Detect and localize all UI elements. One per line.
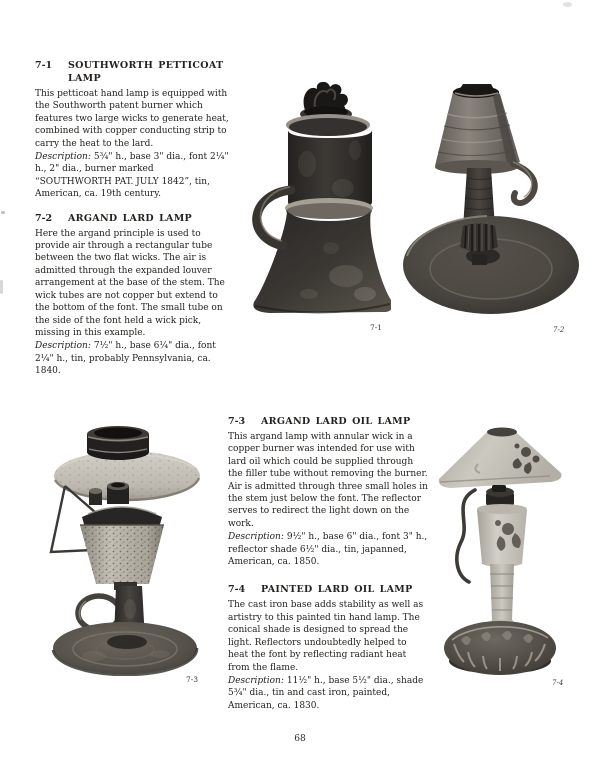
- description-label: Description:: [228, 675, 284, 686]
- section-heading: [228, 583, 429, 596]
- section-heading: [228, 415, 429, 428]
- figure-caption: 7-4: [552, 679, 564, 687]
- section-title: ARGAND LARD LAMP: [68, 212, 192, 224]
- section-description: [35, 340, 229, 377]
- southworth-petticoat-lamp-photo: [243, 80, 391, 320]
- argand-lamp-illustration: [397, 84, 595, 320]
- figure-caption: 7-1: [370, 323, 383, 332]
- scan-artifact: [1, 211, 5, 214]
- section-description: [35, 151, 229, 201]
- left-text-column: [35, 59, 229, 378]
- section-7-1: [35, 59, 229, 201]
- petticoat-lamp-illustration: [243, 80, 391, 320]
- description-label: Description:: [35, 341, 91, 352]
- scan-artifact: [563, 2, 572, 7]
- section-body: This petticoat hand lamp is equipped with the Southworth patent burner which features two large wicks to generate heat, combined with copper conducting strip to carry the heat to the lard.: [35, 89, 229, 149]
- section-title: PAINTED LARD OIL LAMP: [261, 584, 413, 596]
- scan-artifact: [0, 280, 3, 294]
- description-label: Description:: [228, 532, 284, 543]
- section-7-2: [35, 212, 229, 378]
- section-number: 7-1: [35, 60, 53, 71]
- page-number: 68: [294, 734, 306, 744]
- description-text: 5¾" h., base 3" dia., font 2¼" h., 2" dia., burner marked “SOUTHWORTH PAT. JULY 1842”, tin, American, ca. 19th century.: [35, 152, 229, 200]
- argand-lard-lamp-photo: [397, 84, 595, 320]
- section-heading: [35, 59, 229, 85]
- right-text-column: [228, 415, 429, 712]
- section-number: 7-2: [35, 212, 53, 224]
- description-label: Description:: [35, 152, 91, 163]
- description-text: 7½" h., base 6¼" dia., font 2¼" h., tin, probably Pennsylvania, ca. 1840.: [35, 341, 216, 377]
- description-text: 9½" h., base 6" dia., font 3" h., reflector shade 6½" dia., tin, japanned, American, ca. 1850.: [228, 532, 428, 568]
- figure-caption: 7-2: [553, 326, 565, 334]
- painted-lard-oil-lamp-photo: [430, 424, 570, 679]
- section-body: This argand lamp with annular wick in a copper burner was intended for use with lard oil which could be supplied through the filler tube without removing the burner. Air is admitted through three small holes in the stem just below the font. The reflector serves to redirect the light down on the work.: [228, 432, 428, 529]
- section-number: 7-4: [228, 584, 246, 596]
- section-title: ARGAND LARD OIL LAMP: [261, 416, 411, 427]
- painted-lamp-illustration: [430, 424, 570, 679]
- section-body: Here the argand principle is used to provide air through a rectangular tube between the two flat wicks. The air is admitted through the expanded louver arrangement at the base of the stem. The wick tubes are not copper but extend to the bottom of the font. The small tube on the side of the font held a wick pick, missing in this example.: [35, 228, 225, 338]
- section-7-3: [228, 415, 429, 568]
- section-number: 7-3: [228, 416, 246, 427]
- section-title: SOUTHWORTH PETTICOAT LAMP: [68, 60, 224, 84]
- section-7-4: [228, 583, 429, 712]
- reflector-lamp-illustration: [14, 424, 208, 676]
- description-text: 11½" h., base 5½" dia., shade 5¾" dia., tin and cast iron, painted, American, ca. 1830.: [228, 675, 424, 711]
- section-heading: [35, 212, 229, 225]
- figure-caption: 7-3: [186, 675, 199, 684]
- section-description: [228, 675, 429, 712]
- section-body: The cast iron base adds stability as well as artistry to this painted tin hand lamp. The conical shade is designed to spread the light. Reflectors undoubtedly helped to heat the font by reflecting radiant heat from the flame.: [228, 600, 424, 673]
- section-description: [228, 531, 429, 568]
- argand-lard-oil-lamp-photo: [14, 424, 208, 676]
